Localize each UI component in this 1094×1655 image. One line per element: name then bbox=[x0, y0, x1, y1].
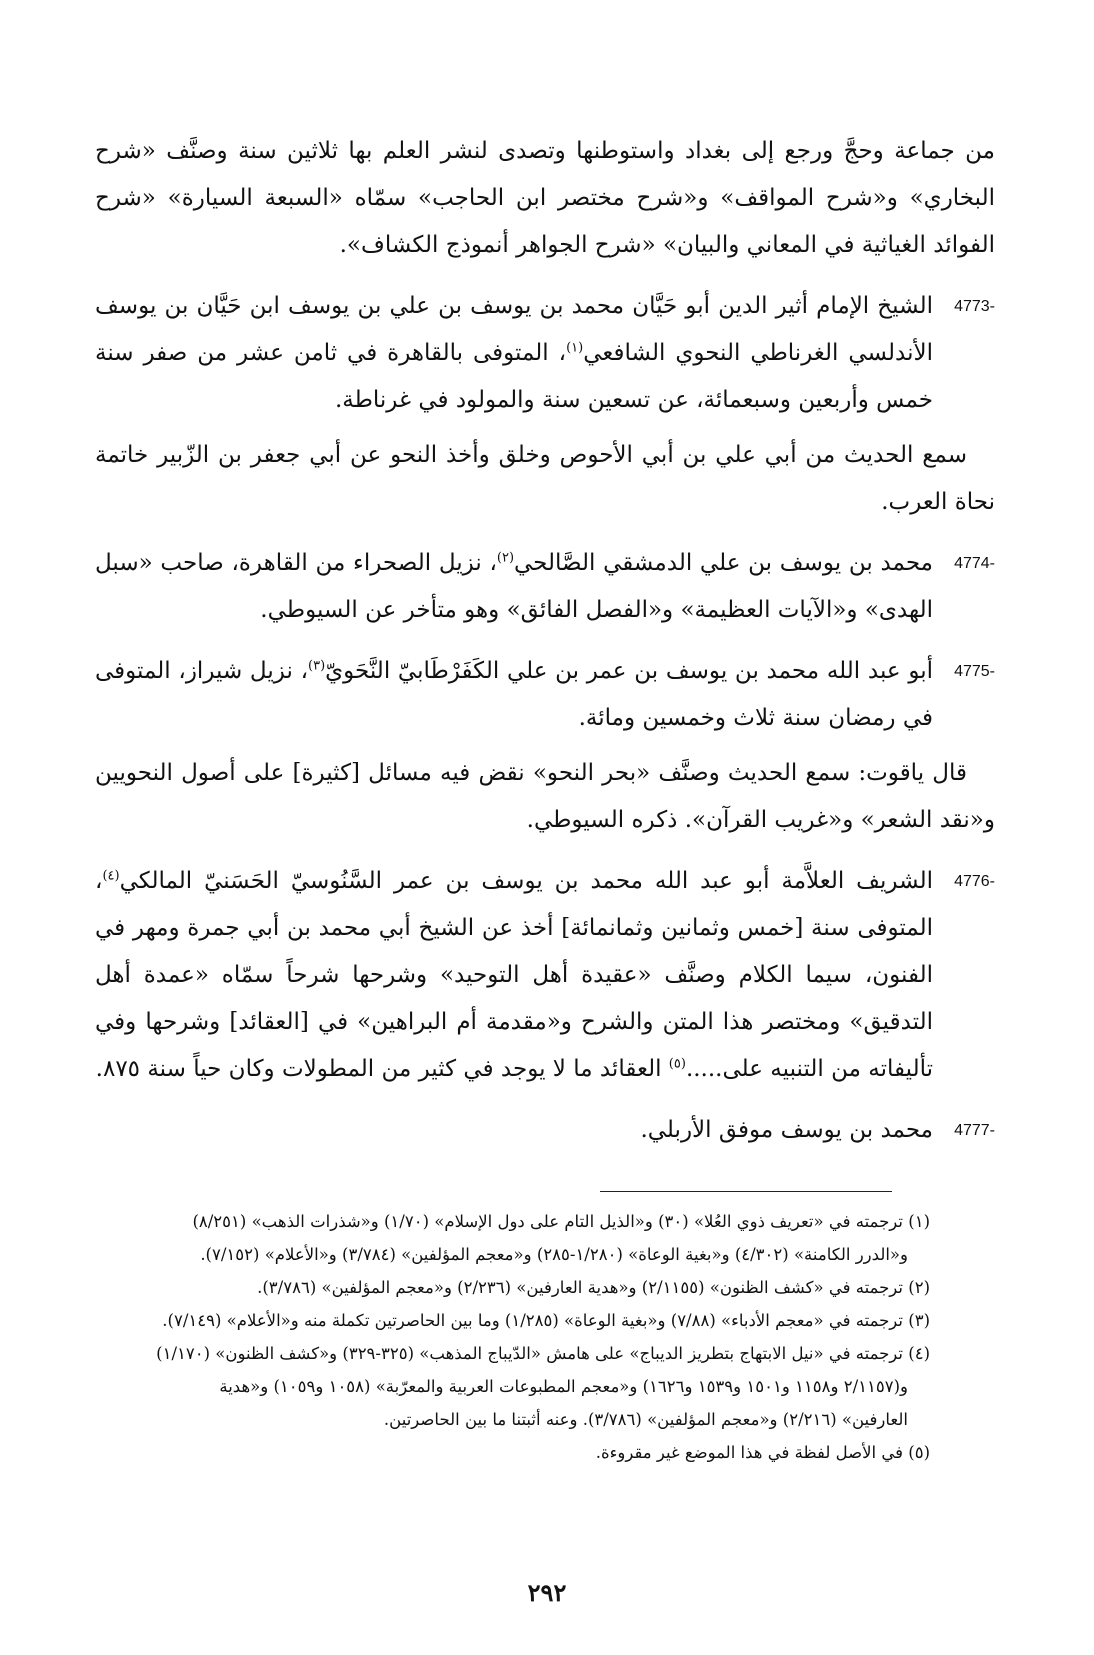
footnote-1-cont: و«الدرر الكامنة» (٤/٣٠٢) و«بغية الوعاة» (١/٢٨٠-٢٨٥) و«معجم المؤلفين» (٣/٧٨٤) و«الأعلام» (٧/١٥٢). bbox=[200, 1245, 908, 1264]
page-number: ٢٩٢ bbox=[527, 1578, 567, 1607]
footnotes bbox=[100, 1205, 930, 1469]
intro-paragraph: من جماعة وحجَّ ورجع إلى بغداد واستوطنها وتصدى لنشر العلم بها ثلاثين سنة وصنَّف «شرح البخاري» و«شرح المواقف» و«شرح مختصر ابن الحاجب» سمّاه «السبعة السيارة» «شرح الفوائد الغياثية في المعاني والبيان» «شرح الجواهر أنموذج الكشاف». bbox=[95, 138, 995, 258]
entry-text-part: محمد بن يوسف بن علي الدمشقي الصَّالحي bbox=[514, 550, 933, 576]
entry-text bbox=[95, 858, 933, 1093]
entry-number: 4773- bbox=[954, 298, 995, 315]
entry-4774 bbox=[95, 540, 995, 634]
entry-4773 bbox=[95, 283, 995, 424]
footnote-ref[interactable]: (١) bbox=[566, 340, 584, 356]
entry-4773-detail: سمع الحديث من أبي علي بن أبي الأحوص وخلق وأخذ النحو عن أبي جعفر بن الزّبير خاتمة نحاة العرب. bbox=[95, 442, 995, 515]
footnote-ref[interactable]: (٢) bbox=[496, 550, 515, 566]
footnote-4-cont: العارفين» (٢/٢١٦) و«معجم المؤلفين» (٣/٧٨٦). وعنه أثبتنا ما بين الحاصرتين. bbox=[383, 1410, 908, 1429]
entry-text-part: ، المتوفى سنة [خمس وثمانين وثمانمائة] أخذ عن الشيخ أبي محمد بن أبي جمرة ومهر في الفنون، سيما الكلام وصنَّف «عقيدة أهل التوحيد» وشرحها شرحاً سمّاه «عمدة أهل التدقيق» ومختصر هذا المتن والشرح و«مقدمة أم البراهين» في [العقائد] وشرحها وفي تأليفاته من التنبيه على..... bbox=[95, 868, 933, 1082]
entry-4775-detail: قال ياقوت: سمع الحديث وصنَّف «بحر النحو» نقض فيه مسائل [كثيرة] على أصول النحويين و«نقد الشعر» و«غريب القرآن». ذكره السيوطي. bbox=[95, 760, 995, 833]
entry-number: 4775- bbox=[954, 663, 995, 680]
footnote-4: (٤) ترجمته في «نيل الابتهاج بتطريز الديباج» على هامش «الدّيباج المذهب» (٣٢٥-٣٢٩) و«كشف الظنون» (١/١٧٠) bbox=[156, 1344, 930, 1363]
entry-text bbox=[95, 540, 933, 634]
entry-number: 4777- bbox=[954, 1122, 995, 1139]
entry-text: محمد بن يوسف موفق الأربلي. bbox=[640, 1117, 933, 1143]
entry-number: 4774- bbox=[954, 555, 995, 572]
entry-text-part: ، نزيل الصحراء من القاهرة، صاحب «سبل الهدى» و«الآيات العظيمة» و«الفصل الفائق» وهو متأخر عن السيوطي. bbox=[95, 550, 933, 623]
entry-text-part: أبو عبد الله محمد بن يوسف بن عمر بن علي الكَفَرْطَابيّ النَّحَويّ bbox=[325, 658, 933, 684]
footnote-divider bbox=[600, 1191, 892, 1192]
footnote-5: (٥) في الأصل لفظة في هذا الموضع غير مقروءة. bbox=[595, 1443, 930, 1462]
entry-4777 bbox=[95, 1107, 995, 1154]
footnote-1: (١) ترجمته في «تعريف ذوي العُلا» (٣٠) و«الذيل التام على دول الإسلام» (١/٧٠) و«شذرات الذهب» (٨/٢٥١) bbox=[192, 1212, 930, 1231]
entry-text-part: العقائد ما لا يوجد في كثير من المطولات وكان حياً سنة ٨٧٥. bbox=[95, 1056, 669, 1082]
entry-text bbox=[95, 648, 933, 742]
entry-4775 bbox=[95, 648, 995, 742]
entry-text-part: ، المتوفى بالقاهرة في ثامن عشر من صفر سنة خمس وأربعين وسبعمائة، عن تسعين سنة والمولود في غرناطة. bbox=[95, 340, 933, 413]
footnote-ref[interactable]: (٤) bbox=[102, 868, 120, 884]
entry-text bbox=[95, 283, 933, 424]
entry-text-part: ، نزيل شيراز، المتوفى في رمضان سنة ثلاث وخمسين ومائة. bbox=[95, 658, 933, 731]
footnote-3: (٣) ترجمته في «معجم الأدباء» (٧/٨٨) و«بغية الوعاة» (١/٢٨٥) وما بين الحاصرتين تكملة منه و«الأعلام» (٧/١٤٩). bbox=[162, 1311, 930, 1330]
main-text bbox=[95, 128, 995, 1168]
footnote-ref[interactable]: (٣) bbox=[308, 658, 326, 674]
footnote-4-cont: و(٢/١١٥٧ و١١٥٨ و١٥٠١ و١٥٣٩ و١٦٢٦) و«معجم المطبوعات العربية والمعرّبة» (١٠٥٨ و١٠٥٩) و«هدية bbox=[219, 1377, 908, 1396]
entry-text-part: الشيخ الإمام أثير الدين أبو حَيَّان محمد بن يوسف بن علي بن يوسف ابن حَيَّان بن يوسف الأندلسي الغرناطي النحوي الشافعي bbox=[95, 293, 933, 366]
footnote-ref[interactable]: (٥) bbox=[668, 1056, 686, 1072]
entry-number: 4776- bbox=[954, 873, 995, 890]
footnote-2: (٢) ترجمته في «كشف الظنون» (٢/١١٥٥) و«هدية العارفين» (٢/٢٣٦) و«معجم المؤلفين» (٣/٧٨٦). bbox=[257, 1278, 930, 1297]
entry-text-part: الشريف العلاَّمة أبو عبد الله محمد بن يوسف بن عمر السَّنُوسيّ الحَسَنيّ المالكي bbox=[119, 868, 933, 894]
entry-4776 bbox=[95, 858, 995, 1093]
